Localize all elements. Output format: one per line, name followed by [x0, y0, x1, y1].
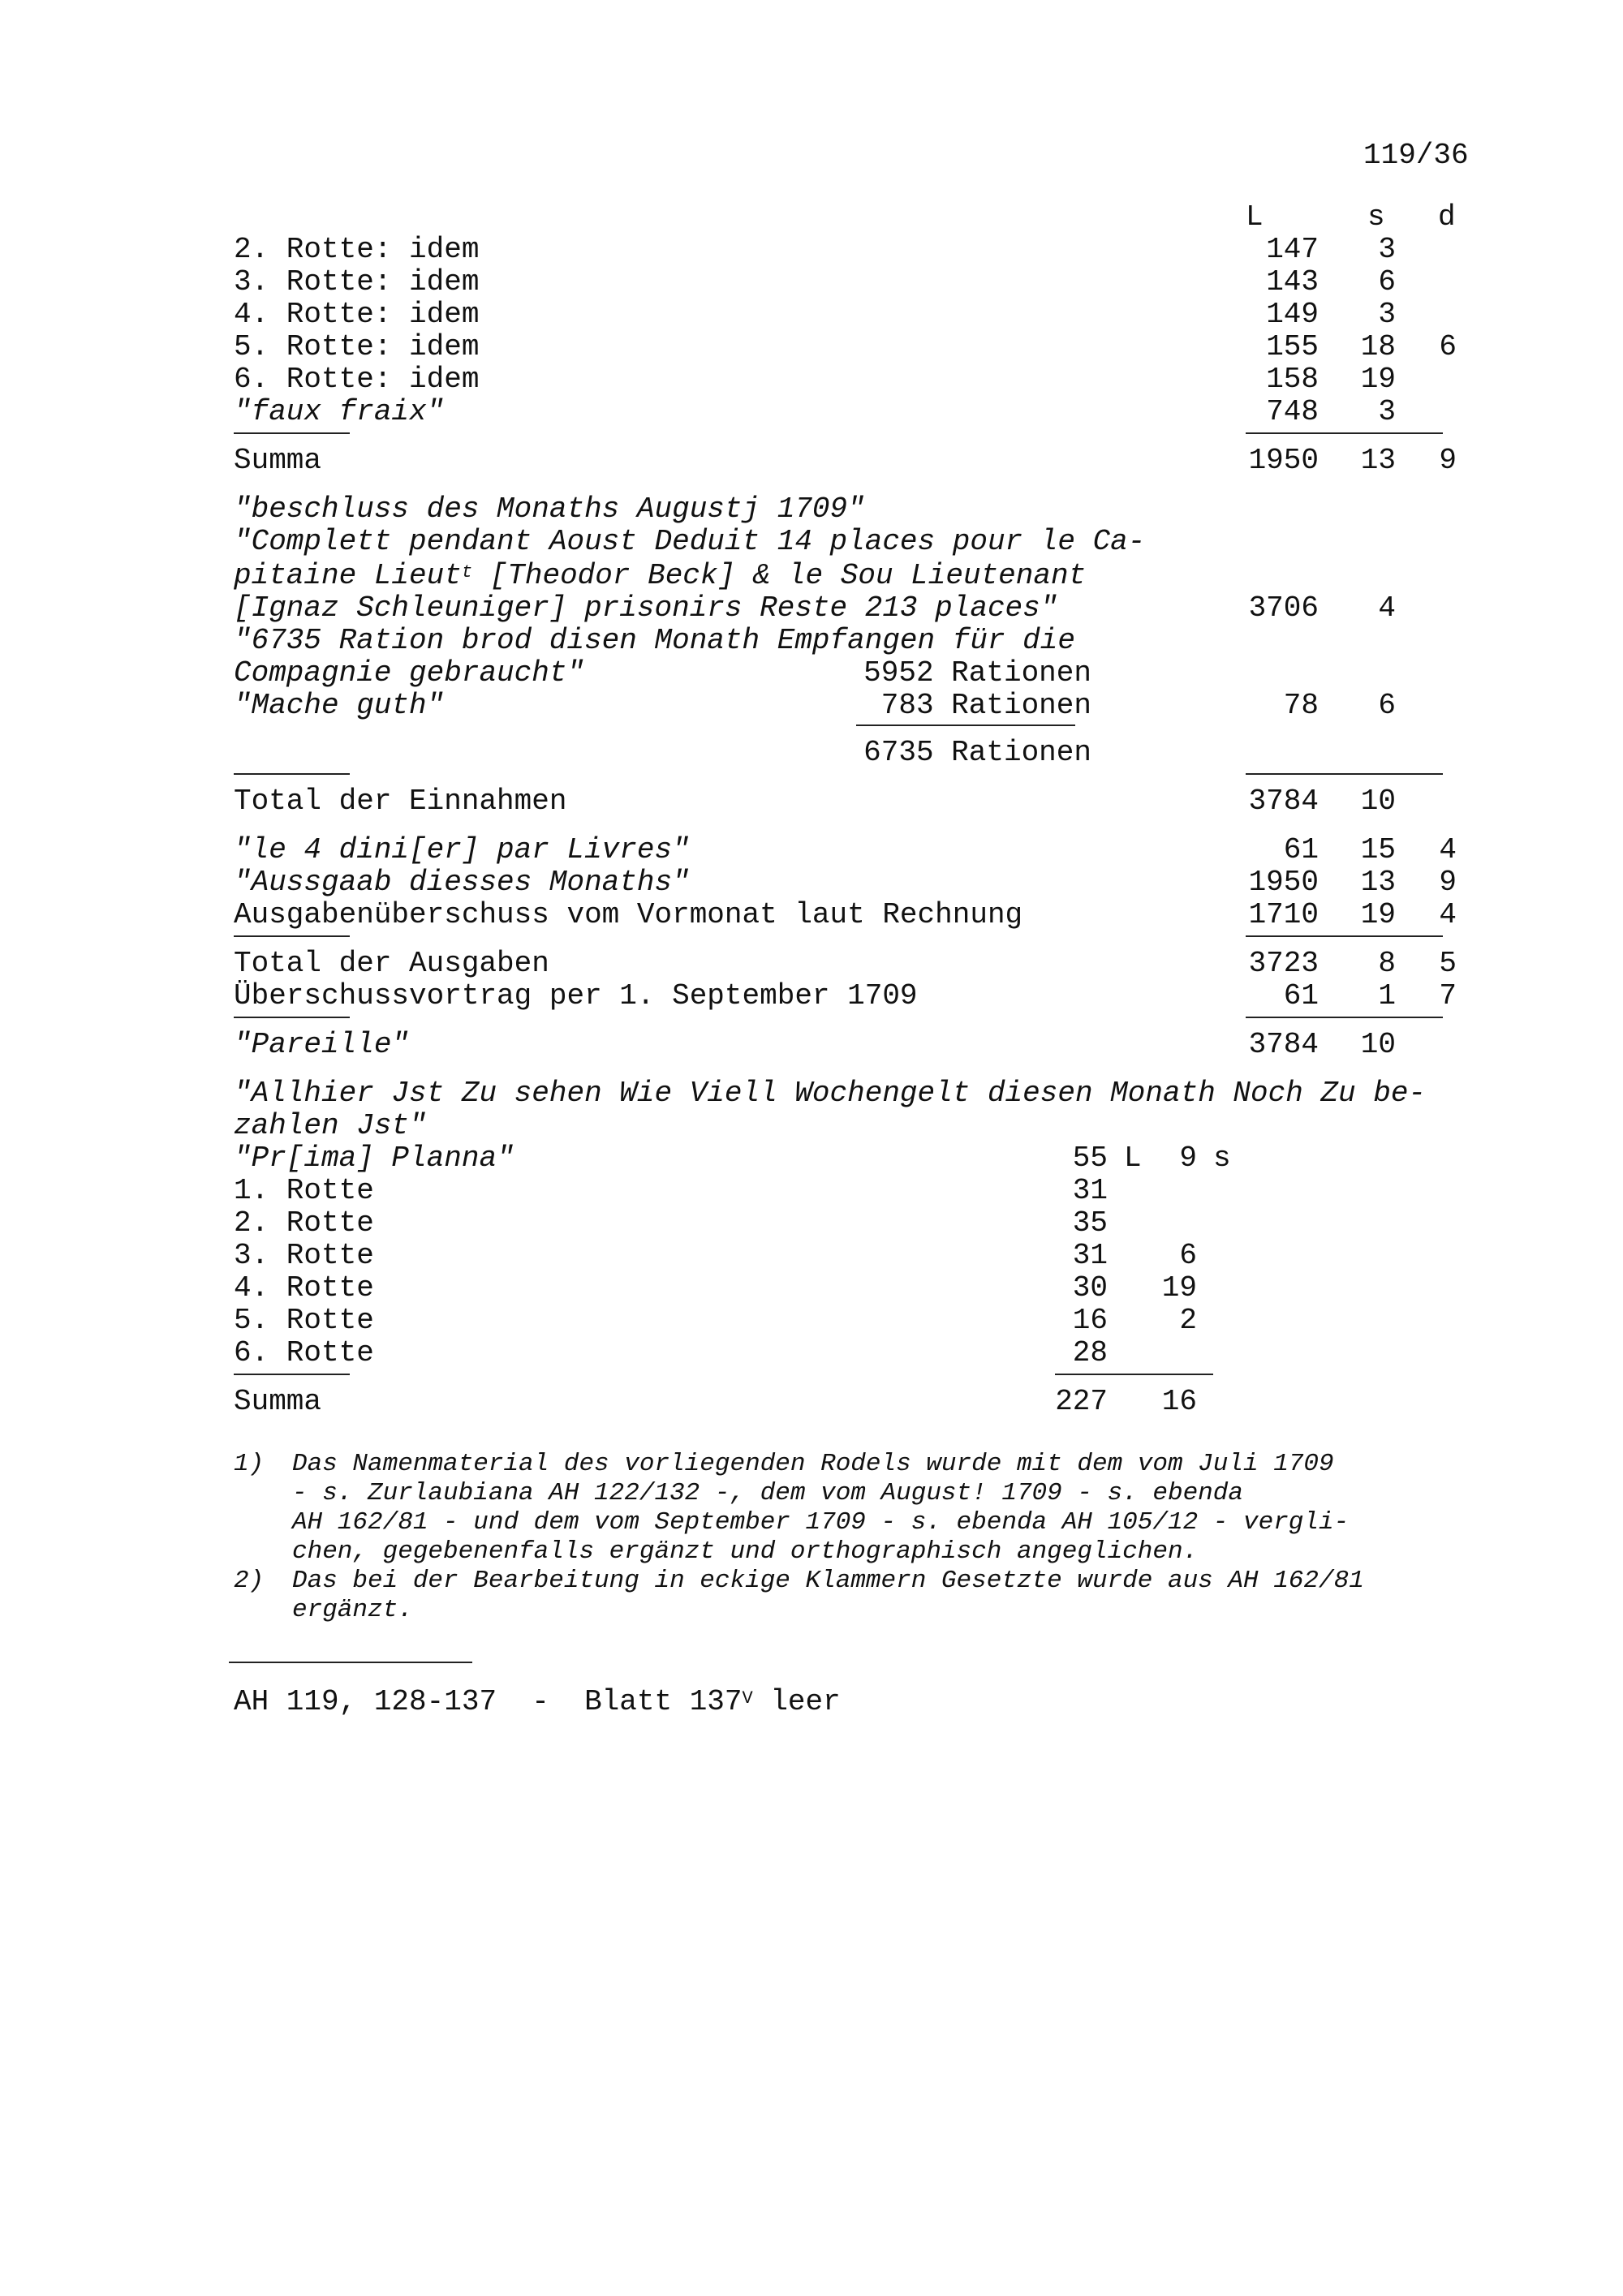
ueberschuss-l: 61	[1283, 979, 1319, 1013]
beschluss-line: Compagnie gebraucht"	[234, 656, 585, 690]
rotte-s: 6	[1378, 265, 1396, 299]
wochengelt-line: "Allhier Jst Zu sehen Wie Viell Wochengelt diesen Monath Noch Zu be-	[234, 1077, 1427, 1110]
wochengelt-rotte-label: 5. Rotte	[234, 1304, 374, 1337]
wochengelt-rotte-l: 35	[1072, 1206, 1108, 1240]
ausgabe-s: 19	[1360, 898, 1396, 931]
mache-guth-s: 6	[1378, 689, 1396, 722]
beschluss-line: [Ignaz Schleuniger] prisonirs Reste 213 places"	[234, 591, 1058, 625]
ausgabe-s: 15	[1360, 833, 1396, 866]
faux-fraix-label: "faux fraix"	[234, 395, 445, 428]
total-ausgaben-d: 5	[1439, 947, 1457, 980]
wochengelt-rotte-l: 28	[1072, 1336, 1108, 1369]
wochengelt-rotte-s: 2	[1179, 1304, 1197, 1337]
wochengelt-rotte-label: 2. Rotte	[234, 1206, 374, 1240]
prima-planna-label: "Pr[ima] Planna"	[234, 1142, 514, 1175]
ausgabe-label: "Aussgaab diesses Monaths"	[234, 866, 690, 899]
ausgabe-l: 1950	[1248, 866, 1319, 899]
wochengelt-rotte-label: 4. Rotte	[234, 1271, 374, 1305]
faux-fraix-l: 748	[1266, 395, 1319, 428]
ueberschuss-s: 1	[1378, 979, 1396, 1013]
total-einnahmen-l: 3784	[1248, 785, 1319, 818]
wochengelt-rotte-l: 30	[1072, 1271, 1108, 1305]
wochengelt-summa-s: 16	[1161, 1385, 1197, 1418]
rotte-s: 18	[1360, 330, 1396, 363]
beschluss-l: 3706	[1248, 591, 1319, 625]
wochengelt-rotte-l: 16	[1072, 1304, 1108, 1337]
prima-planna-l-unit: L	[1124, 1142, 1142, 1175]
wochengelt-rotte-label: 3. Rotte	[234, 1239, 374, 1272]
beschluss-s: 4	[1378, 591, 1396, 625]
footnote-line: Das Namenmaterial des vorliegenden Rodels wurde mit dem vom Juli 1709	[292, 1450, 1334, 1478]
divider	[1246, 935, 1443, 937]
ausgabe-d: 4	[1439, 833, 1457, 866]
rotte-l: 147	[1266, 233, 1319, 266]
rotte-l: 149	[1266, 298, 1319, 331]
divider	[234, 1017, 350, 1018]
rotte-s: 3	[1378, 233, 1396, 266]
col-header-l: L	[1246, 200, 1264, 234]
rotte-d: 6	[1439, 330, 1457, 363]
summa-label: Summa	[234, 444, 322, 477]
wochengelt-summa-label: Summa	[234, 1385, 322, 1418]
rations-total: 6735 Rationen	[863, 736, 1091, 769]
divider	[856, 724, 1075, 726]
pareille-label: "Pareille"	[234, 1028, 410, 1061]
ausgabe-label: Ausgabenüberschuss vom Vormonat laut Rechnung	[234, 898, 1023, 931]
page-number: 119/36	[1363, 139, 1469, 172]
col-header-s: s	[1367, 200, 1385, 234]
rotte-l: 143	[1266, 265, 1319, 299]
rotte-s: 19	[1360, 363, 1396, 396]
total-ausgaben-label: Total der Ausgaben	[234, 947, 549, 980]
wochengelt-rotte-label: 6. Rotte	[234, 1336, 374, 1369]
prima-planna-s: 9	[1179, 1142, 1197, 1175]
footnote-number: 1)	[234, 1450, 265, 1478]
footnote-number: 2)	[234, 1567, 265, 1595]
divider	[1055, 1374, 1213, 1375]
faux-fraix-s: 3	[1378, 395, 1396, 428]
ausgabe-d: 9	[1439, 866, 1457, 899]
ausgabe-d: 4	[1439, 898, 1457, 931]
ueberschuss-d: 7	[1439, 979, 1457, 1013]
wochengelt-rotte-s: 19	[1161, 1271, 1197, 1305]
source-reference: AH 119, 128-137 - Blatt $137^V$ leer	[234, 1685, 841, 1718]
total-einnahmen-s: 10	[1360, 785, 1396, 818]
rotte-l: 158	[1266, 363, 1319, 396]
footnote-line: - s. Zurlaubiana AH 122/132 -, dem vom August! 1709 - s. ebenda	[292, 1479, 1243, 1507]
divider	[234, 773, 350, 775]
footnote-line: AH 162/81 - und dem vom September 1709 - s. ebenda AH 105/12 - vergli-	[292, 1508, 1350, 1537]
summa-l: 1950	[1248, 444, 1319, 477]
source-divider	[229, 1662, 472, 1663]
wochengelt-line: zahlen Jst"	[234, 1109, 427, 1142]
wochengelt-rotte-s: 6	[1179, 1239, 1197, 1272]
pareille-l: 3784	[1248, 1028, 1319, 1061]
ausgabe-l: 61	[1283, 833, 1319, 866]
beschluss-line: "beschluss des Monaths Augustj 1709"	[234, 492, 865, 526]
summa-d: 9	[1439, 444, 1457, 477]
prima-planna-s-unit: s	[1213, 1142, 1231, 1175]
summa-s: 13	[1360, 444, 1396, 477]
divider	[234, 1374, 350, 1375]
footnote-line: chen, gegebenenfalls ergänzt und orthographisch angeglichen.	[292, 1537, 1199, 1566]
footnote-line: Das bei der Bearbeitung in eckige Klammern Gesetzte wurde aus AH 162/81	[292, 1567, 1364, 1595]
divider	[1246, 1017, 1443, 1018]
ausgabe-label: "le 4 dini[er] par Livres"	[234, 833, 690, 866]
footnote-line: ergänzt.	[292, 1596, 413, 1624]
rotte-label: 2. Rotte: idem	[234, 233, 480, 266]
wochengelt-rotte-l: 31	[1072, 1174, 1108, 1207]
rotte-label: 3. Rotte: idem	[234, 265, 480, 299]
rations-value: 783 Rationen	[880, 689, 1091, 722]
mache-guth-l: 78	[1283, 689, 1319, 722]
rotte-label: 5. Rotte: idem	[234, 330, 480, 363]
rotte-label: 6. Rotte: idem	[234, 363, 480, 396]
wochengelt-summa-l: 227	[1055, 1385, 1108, 1418]
beschluss-line: "6735 Ration brod disen Monath Empfangen für die	[234, 624, 1075, 657]
pareille-s: 10	[1360, 1028, 1396, 1061]
ueberschuss-label: Überschussvortrag per 1. September 1709	[234, 979, 918, 1013]
ausgabe-s: 13	[1360, 866, 1396, 899]
total-einnahmen-label: Total der Einnahmen	[234, 785, 567, 818]
rotte-label: 4. Rotte: idem	[234, 298, 480, 331]
total-ausgaben-s: 8	[1378, 947, 1396, 980]
divider	[1246, 773, 1443, 775]
wochengelt-rotte-l: 31	[1072, 1239, 1108, 1272]
wochengelt-rotte-label: 1. Rotte	[234, 1174, 374, 1207]
ausgabe-l: 1710	[1248, 898, 1319, 931]
total-ausgaben-l: 3723	[1248, 947, 1319, 980]
rotte-s: 3	[1378, 298, 1396, 331]
beschluss-line: "Complett pendant Aoust Deduit 14 places pour le Ca-	[234, 525, 1146, 558]
rations-value: 5952 Rationen	[863, 656, 1091, 690]
prima-planna-l: 55	[1072, 1142, 1108, 1175]
divider	[1246, 432, 1443, 434]
col-header-d: d	[1438, 200, 1456, 234]
divider	[234, 935, 350, 937]
beschluss-line: "Mache guth"	[234, 689, 445, 722]
beschluss-line: pitaine Lieut$^t$ [Theodor Beck] & le Sou Lieutenant	[234, 559, 1087, 592]
rotte-l: 155	[1266, 330, 1319, 363]
divider	[234, 432, 350, 434]
